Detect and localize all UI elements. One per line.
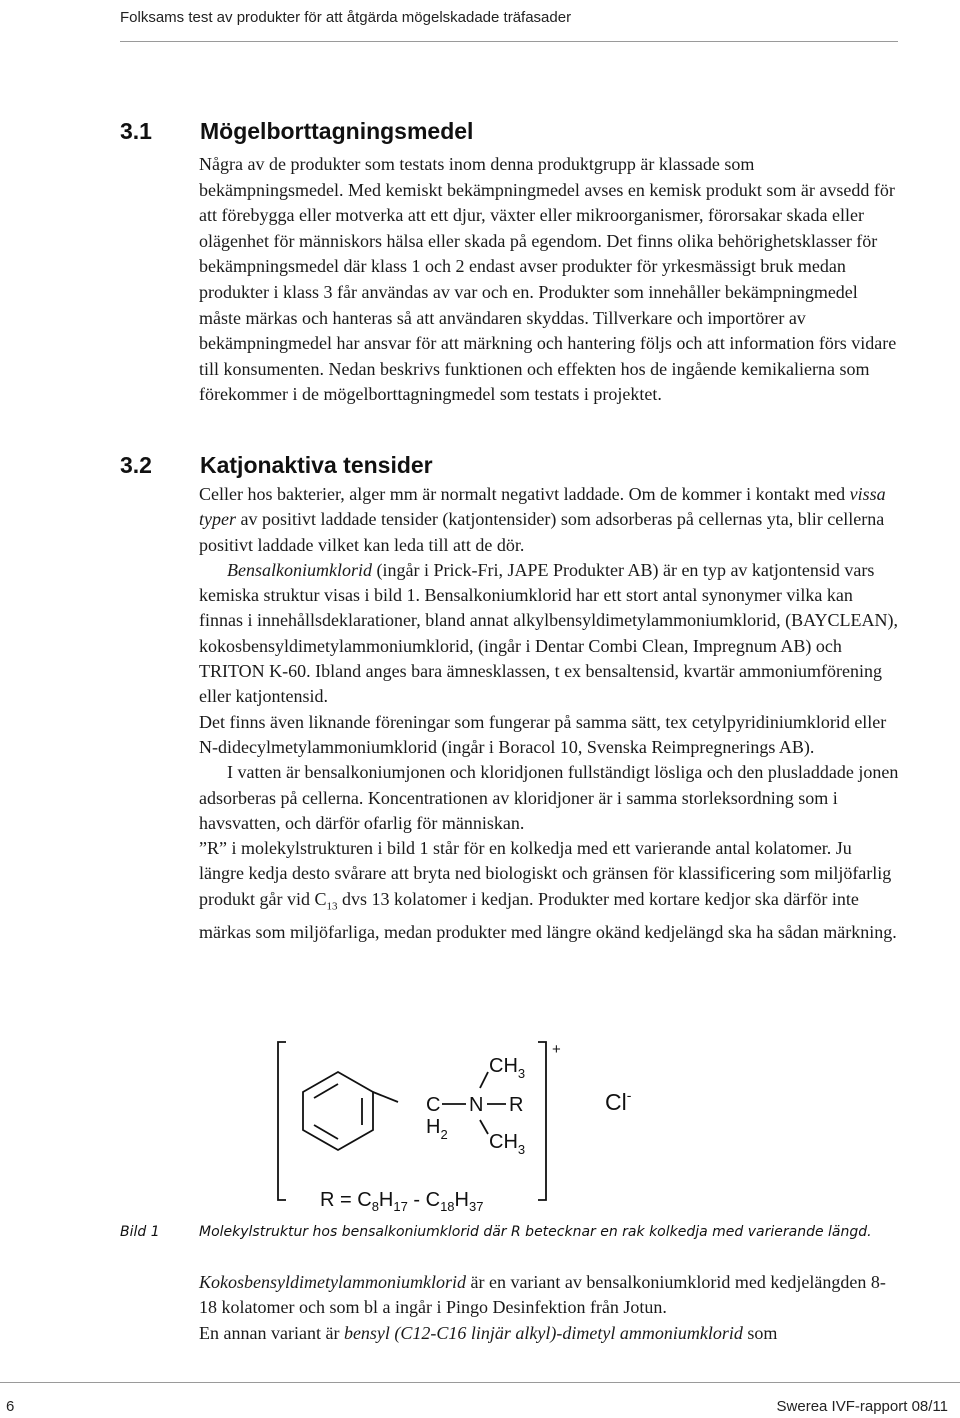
text-run: ”R” i molekylstrukturen i bild 1 står för en kolkedja med ett varierande antal kolatomer. Ju längre kedja desto svårare att bryta ned biologiskt och gränsen för klassificering som miljöfarlig produkt går vid C <box>199 838 892 909</box>
emphasis: Kokosbensyldimetylammoniumklorid <box>199 1272 466 1292</box>
figure-caption: Molekylstruktur hos bensalkoniumklorid där R betecknar en rak kolkedja med varierande längd. <box>199 1224 872 1240</box>
chloride-ion: Cl- <box>605 1087 632 1115</box>
running-header: Folksams test av produkter för att åtgärda mögelskadade träfasader <box>120 9 572 26</box>
double-bond <box>314 1084 338 1098</box>
charge-plus: + <box>552 1041 561 1058</box>
text-run: En annan variant är <box>199 1322 344 1343</box>
r-group-label: R <box>509 1094 524 1116</box>
subscript: 13 <box>326 900 338 913</box>
text-run: som <box>742 1322 778 1343</box>
bond <box>480 1120 488 1134</box>
paragraph <box>199 836 899 945</box>
text-run: dvs 13 kolatomer i kedjan. Produkter med kortare kedjor ska därför inte märkas som miljöfarliga, medan produkter med längre okänd kedjelängd ska ha sådan märkning. <box>199 888 897 942</box>
paragraph: Det finns även liknande föreningar som fungerar på samma sätt, tex cetylpyridiniumklorid eller N-didecylmetylammoniumklorid (ingår i Boracol 10, Svenska Reimpregnerings AB). <box>199 711 887 757</box>
section-number: 3.2 <box>120 452 152 478</box>
paragraph <box>199 1321 899 1346</box>
h2-label: $H_2$ <box>426 1116 448 1142</box>
molecule-figure <box>270 1030 690 1220</box>
emphasis: Bensalkoniumklorid <box>227 559 372 580</box>
paragraph <box>199 558 899 710</box>
paragraph: I vatten är bensalkoniumjonen och kloridjonen fullständigt lösliga och den plusladdade jonen adsorberas på cellerna. Koncentrationen av kloridjoner är i samma storleksordning som i havsvatten, och därför ofarlig för människan. <box>199 762 899 833</box>
section-3-1-heading <box>120 118 473 145</box>
paragraph: Några av de produkter som testats inom denna produktgrupp är klassade som bekämpningsmedel. Med kemiskt bekämpningmedel avses en kemisk produkt som är avsedd för att förebygga eller motverka att ett djur, växter eller mikroorganismer, förorsakar skada eller olägenhet för människors hälsa eller skada på egendom. Det finns olika behörighetsklasser för bekämpningsmedel där klass 1 och 2 endast avser produkter för yrkesmässigt bruk medan produkter i klass 3 får användas av var och en. Produkter som innehåller bekämpningmedel måste märkas och hanteras så att användaren skyddas. Tillverkare och importörer av bekämpningmedel har ansvar för att märkning och hantering följs och att information förs vidare till konsumenten. Nedan beskrivs funktionen och effekten hos de ingående kemikalierna som förekommer i de mögelborttagningmedel som testats i projektet. <box>199 154 897 405</box>
r-formula: $R = C_8H_{17} - C_{18}H_{37}$ <box>320 1189 484 1214</box>
methyl-bottom-label: $CH_3$ <box>489 1131 526 1157</box>
section-title: Katjonaktiva tensider <box>200 452 433 478</box>
section-3-2-body <box>199 482 899 945</box>
section-3-2-heading <box>120 452 433 479</box>
methyl-top-label: $CH_3$ <box>489 1055 526 1081</box>
bond <box>480 1072 488 1088</box>
header-divider <box>120 41 898 42</box>
section-3-1-body <box>199 152 899 408</box>
after-figure-body <box>199 1270 899 1346</box>
text-run: (ingår i Prick-Fri, JAPE Produkter AB) är en typ av katjontensid vars kemiska struktur visas i bild 1. Bensalkoniumklorid har ett stort antal synonymer vilka kan finnas i innehållsdeklarationer, bland annat alkylbensyldimetylammoniumklorid, (BAYCLEAN), kokosbensyldimetylammoniumklorid, (ingår i Dentar Combi Clean, Impregnum AB) och TRITON K-60. Ibland anges bara ämnesklassen, t ex bensaltensid, kvartär ammoniumförening eller katjontensid. <box>199 559 898 707</box>
emphasis: vissa typer <box>199 484 886 530</box>
bond <box>373 1092 398 1102</box>
text-run: av positivt laddade tensider (katjontensider) som adsorberas på cellernas yta, blir cellerna positivt laddade vilket kan leda till att de dör. <box>199 509 885 555</box>
text-run: är en variant av bensalkoniumklorid med kedjelängden 8-18 kolatomer och som bl a ingår i Pingo Desinfektion från Jotun. <box>199 1272 886 1318</box>
figure-label: Bild 1 <box>120 1224 160 1240</box>
right-bracket <box>538 1042 546 1200</box>
paragraph <box>199 1270 899 1321</box>
section-number: 3.1 <box>120 118 152 144</box>
footer-divider <box>0 1382 960 1383</box>
section-title: Mögelborttagningsmedel <box>200 118 474 144</box>
double-bond <box>314 1125 338 1139</box>
page-number: 6 <box>6 1398 15 1415</box>
carbon-label: C <box>426 1094 441 1116</box>
report-id: Swerea IVF-rapport 08/11 <box>776 1398 948 1415</box>
nitrogen-label: N <box>469 1094 484 1116</box>
left-bracket <box>278 1042 286 1200</box>
emphasis: bensyl (C12-C16 linjär alkyl)-dimetyl ammoniumklorid <box>343 1322 743 1343</box>
text-run: Celler hos bakterier, alger mm är normalt negativt laddade. Om de kommer i kontakt med <box>199 484 850 504</box>
paragraph <box>199 482 899 558</box>
